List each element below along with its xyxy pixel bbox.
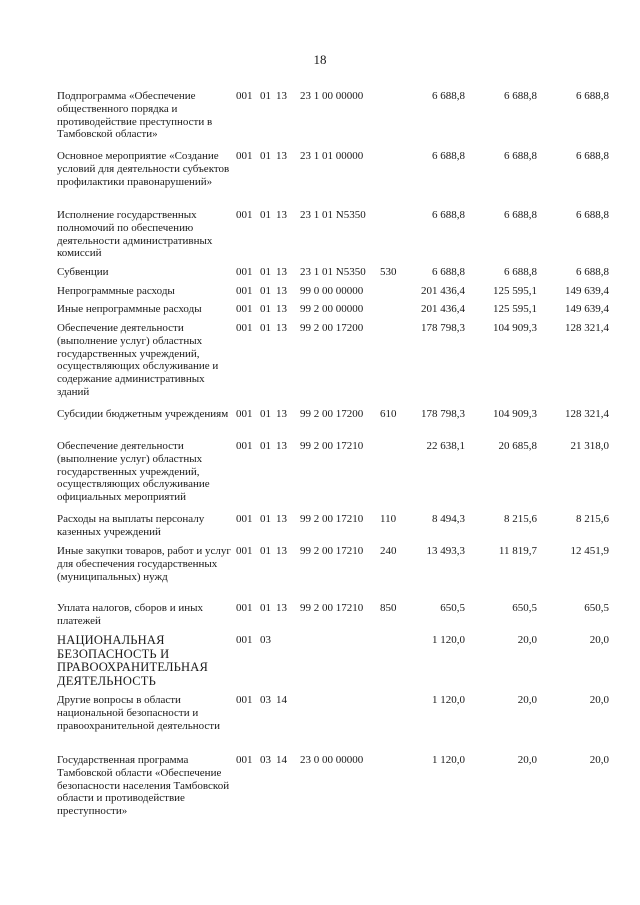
amount-year-1: 1 120,0 [432, 754, 465, 766]
section-code: 01 [260, 266, 271, 278]
amount-year-3: 20,0 [589, 634, 609, 646]
amount-year-1: 201 436,4 [421, 303, 465, 315]
amount-year-2: 20,0 [517, 754, 537, 766]
amount-year-2: 6 688,8 [504, 90, 537, 102]
section-code: 03 [260, 754, 271, 766]
section-code: 01 [260, 209, 271, 221]
expense-type-code: 850 [380, 602, 397, 614]
item-name: Государственная программа Тамбовской области «Обеспечение безопасности населения Тамбовской области и противодействие преступности» [57, 754, 230, 818]
amount-year-1: 8 494,3 [432, 513, 465, 525]
ministry-code: 001 [236, 285, 253, 297]
target-article-code: 23 1 01 N5350 [300, 266, 366, 278]
subsection-code: 13 [276, 440, 287, 452]
ministry-code: 001 [236, 150, 253, 162]
amount-year-3: 6 688,8 [576, 150, 609, 162]
page-number: 18 [313, 52, 327, 67]
amount-year-1: 13 493,3 [426, 545, 465, 557]
amount-year-3: 6 688,8 [576, 266, 609, 278]
amount-year-2: 104 909,3 [493, 322, 537, 334]
subsection-code: 13 [276, 209, 287, 221]
item-name: Непрограммные расходы [57, 285, 175, 297]
amount-year-1: 6 688,8 [432, 150, 465, 162]
ministry-code: 001 [236, 513, 253, 525]
amount-year-2: 125 595,1 [493, 303, 537, 315]
section-code: 01 [260, 285, 271, 297]
subsection-code: 13 [276, 150, 287, 162]
amount-year-1: 6 688,8 [432, 90, 465, 102]
target-article-code: 99 2 00 17210 [300, 602, 364, 614]
amount-year-1: 1 120,0 [432, 634, 465, 646]
item-name: Обеспечение деятельности (выполнение услуг) областных государственных учреждений, осуществляющих обслуживание и содержание административных зданий [57, 322, 219, 398]
amount-year-1: 6 688,8 [432, 266, 465, 278]
item-name: Расходы на выплаты персоналу казенных учреждений [57, 513, 205, 538]
ministry-code: 001 [236, 408, 253, 420]
item-name: Субсидии бюджетным учреждениям [57, 408, 229, 420]
section-code: 01 [260, 150, 271, 162]
amount-year-2: 6 688,8 [504, 266, 537, 278]
target-article-code: 23 1 00 00000 [300, 90, 364, 102]
item-name: Подпрограмма «Обеспечение общественного порядка и противодействие преступности в Тамбовской области» [57, 90, 213, 141]
section-code: 01 [260, 408, 271, 420]
expense-type-code: 240 [380, 545, 397, 557]
subsection-code: 13 [276, 408, 287, 420]
item-name: НАЦИОНАЛЬНАЯ БЕЗОПАСНОСТЬ И ПРАВООХРАНИТЕЛЬНАЯ ДЕЯТЕЛЬНОСТЬ [57, 633, 209, 688]
amount-year-1: 6 688,8 [432, 209, 465, 221]
item-name: Иные закупки товаров, работ и услуг для обеспечения государственных (муниципальных) нужд [57, 545, 231, 583]
amount-year-2: 650,5 [512, 602, 537, 614]
amount-year-2: 8 215,6 [504, 513, 537, 525]
subsection-code: 14 [276, 694, 287, 706]
target-article-code: 99 0 00 00000 [300, 285, 364, 297]
section-code: 01 [260, 322, 271, 334]
item-name: Другие вопросы в области национальной безопасности и правоохранительной деятельности [57, 694, 220, 732]
item-name: Субвенции [57, 266, 109, 278]
ministry-code: 001 [236, 754, 253, 766]
amount-year-3: 6 688,8 [576, 90, 609, 102]
ministry-code: 001 [236, 545, 253, 557]
ministry-code: 001 [236, 694, 253, 706]
subsection-code: 13 [276, 322, 287, 334]
amount-year-3: 650,5 [584, 602, 609, 614]
target-article-code: 99 2 00 17210 [300, 545, 364, 557]
subsection-code: 13 [276, 285, 287, 297]
amount-year-3: 149 639,4 [565, 285, 609, 297]
subsection-code: 14 [276, 754, 287, 766]
amount-year-3: 8 215,6 [576, 513, 609, 525]
amount-year-3: 6 688,8 [576, 209, 609, 221]
target-article-code: 23 1 01 00000 [300, 150, 364, 162]
amount-year-1: 22 638,1 [426, 440, 465, 452]
ministry-code: 001 [236, 440, 253, 452]
amount-year-2: 11 819,7 [498, 545, 537, 557]
item-name: Исполнение государственных полномочий по обеспечению деятельности административных комиссий [57, 209, 213, 260]
subsection-code: 13 [276, 545, 287, 557]
subsection-code: 13 [276, 513, 287, 525]
amount-year-3: 128 321,4 [565, 322, 609, 334]
item-name: Уплата налогов, сборов и иных платежей [57, 602, 204, 627]
amount-year-1: 178 798,3 [421, 408, 465, 420]
expense-type-code: 610 [380, 408, 397, 420]
amount-year-3: 12 451,9 [570, 545, 609, 557]
item-name: Иные непрограммные расходы [57, 303, 202, 315]
amount-year-1: 1 120,0 [432, 694, 465, 706]
target-article-code: 23 0 00 00000 [300, 754, 364, 766]
item-name: Обеспечение деятельности (выполнение услуг) областных государственных учреждений, осуществляющих обслуживание официальных мероприятий [57, 440, 210, 504]
ministry-code: 001 [236, 303, 253, 315]
target-article-code: 23 1 01 N5350 [300, 209, 366, 221]
expense-type-code: 530 [380, 266, 397, 278]
amount-year-2: 125 595,1 [493, 285, 537, 297]
amount-year-2: 6 688,8 [504, 150, 537, 162]
subsection-code: 13 [276, 266, 287, 278]
section-code: 03 [260, 634, 271, 646]
section-code: 01 [260, 303, 271, 315]
target-article-code: 99 2 00 17200 [300, 322, 364, 334]
amount-year-3: 128 321,4 [565, 408, 609, 420]
section-code: 01 [260, 513, 271, 525]
amount-year-1: 178 798,3 [421, 322, 465, 334]
ministry-code: 001 [236, 602, 253, 614]
amount-year-1: 650,5 [440, 602, 465, 614]
expense-type-code: 110 [380, 513, 397, 525]
amount-year-3: 21 318,0 [570, 440, 609, 452]
ministry-code: 001 [236, 266, 253, 278]
target-article-code: 99 2 00 00000 [300, 303, 364, 315]
subsection-code: 13 [276, 303, 287, 315]
ministry-code: 001 [236, 209, 253, 221]
target-article-code: 99 2 00 17210 [300, 440, 364, 452]
item-name: Основное мероприятие «Создание условий для деятельности субъектов профилактики правонарушений» [57, 150, 230, 188]
amount-year-2: 104 909,3 [493, 408, 537, 420]
amount-year-2: 20,0 [517, 634, 537, 646]
section-code: 01 [260, 545, 271, 557]
amount-year-3: 20,0 [589, 754, 609, 766]
subsection-code: 13 [276, 602, 287, 614]
section-code: 03 [260, 694, 271, 706]
amount-year-2: 20 685,8 [498, 440, 537, 452]
target-article-code: 99 2 00 17210 [300, 513, 364, 525]
amount-year-3: 20,0 [589, 694, 609, 706]
section-code: 01 [260, 602, 271, 614]
section-code: 01 [260, 440, 271, 452]
amount-year-2: 6 688,8 [504, 209, 537, 221]
ministry-code: 001 [236, 634, 253, 646]
amount-year-1: 201 436,4 [421, 285, 465, 297]
section-code: 01 [260, 90, 271, 102]
subsection-code: 13 [276, 90, 287, 102]
target-article-code: 99 2 00 17200 [300, 408, 364, 420]
amount-year-3: 149 639,4 [565, 303, 609, 315]
ministry-code: 001 [236, 322, 253, 334]
amount-year-2: 20,0 [517, 694, 537, 706]
ministry-code: 001 [236, 90, 253, 102]
